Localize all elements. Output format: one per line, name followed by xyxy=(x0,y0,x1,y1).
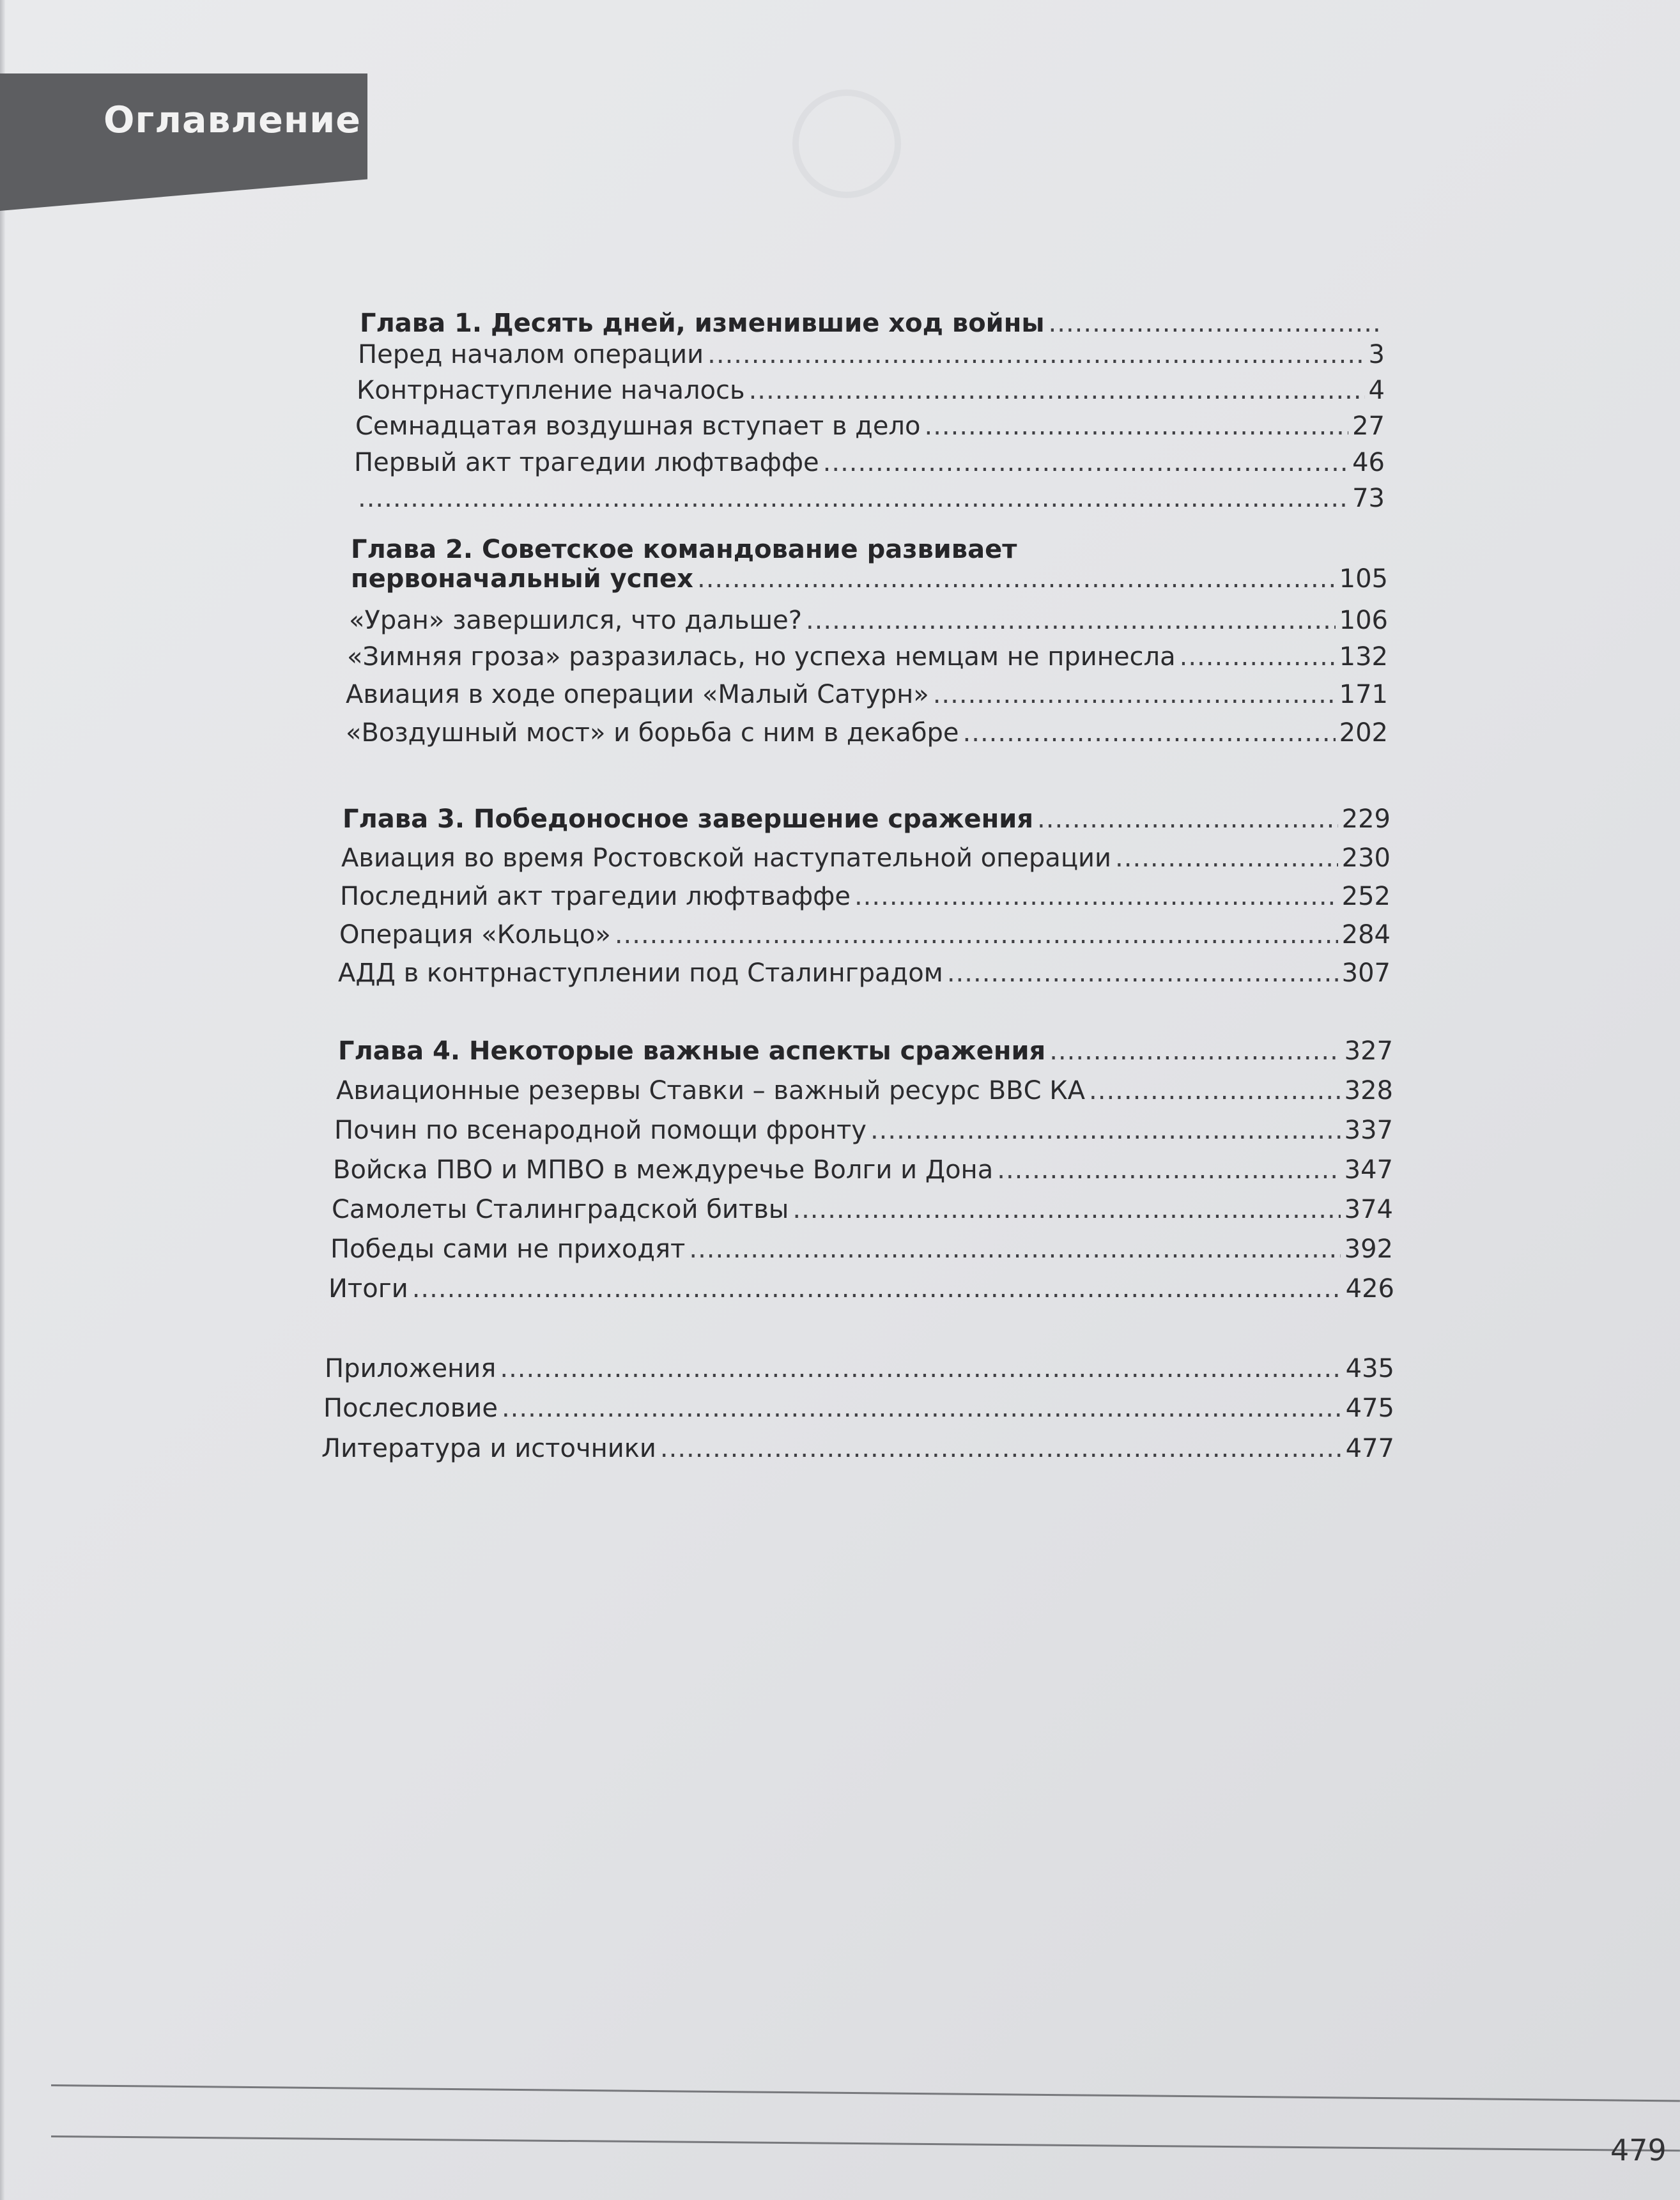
toc-entry[interactable] xyxy=(333,1153,1393,1187)
page-number: 479 xyxy=(1610,2133,1667,2167)
toc-entry-title: Авиационные резервы Ставки – важный ресурс ВВС КА xyxy=(336,1076,1086,1105)
toc-entry-dots-only[interactable] xyxy=(354,482,1385,515)
toc-entry-title: АДД в контрнаступлении под Сталинградом xyxy=(338,958,943,988)
toc-entry-page: 3 xyxy=(1368,340,1385,369)
toc-chapter-2-heading: Глава 2. Советское командование развивает xyxy=(351,535,1017,564)
toc-entry-title: Итоги xyxy=(328,1274,408,1304)
toc-entry-page: 252 xyxy=(1341,882,1391,911)
page-title: Оглавление xyxy=(104,99,361,141)
toc-entry-page: 105 xyxy=(1339,564,1388,594)
toc-entry-page: 284 xyxy=(1341,920,1391,950)
toc-entry-page: 328 xyxy=(1344,1076,1393,1105)
toc-entry[interactable] xyxy=(355,410,1385,443)
toc-entry-page: 337 xyxy=(1344,1116,1393,1145)
toc-entry-title: «Зимняя гроза» разразилась, но успеха немцам не принесла xyxy=(347,642,1176,672)
toc-entry-page: 426 xyxy=(1345,1274,1394,1304)
toc-entry[interactable] xyxy=(354,446,1385,479)
toc-entry-title: Глава 4. Некоторые важные аспекты сражения xyxy=(338,1036,1046,1066)
toc-leader-dots xyxy=(358,482,1348,515)
toc-entry[interactable] xyxy=(357,374,1385,407)
toc-entry[interactable] xyxy=(341,842,1391,875)
toc-leader-dots xyxy=(823,446,1348,479)
toc-entry[interactable] xyxy=(346,716,1388,750)
toc-leader-dots xyxy=(500,1352,1341,1385)
toc-entry[interactable] xyxy=(340,880,1391,913)
toc-leader-dots xyxy=(933,678,1336,711)
toc-entry[interactable] xyxy=(332,1193,1393,1226)
toc-leader-dots xyxy=(924,410,1348,443)
toc-leader-dots xyxy=(502,1392,1342,1425)
toc-entry-page: 171 xyxy=(1339,680,1388,709)
toc-entry-literature[interactable] xyxy=(321,1432,1394,1465)
toc-leader-dots xyxy=(1037,803,1338,836)
toc-leader-dots xyxy=(660,1432,1342,1465)
toc-leader-dots xyxy=(1049,307,1383,340)
toc-leader-dots xyxy=(1180,640,1336,673)
toc-entry-afterword[interactable] xyxy=(323,1392,1394,1425)
toc-leader-dots xyxy=(1115,842,1338,875)
toc-entry-chapter-3[interactable] xyxy=(343,803,1391,836)
toc-entry-title: Авиация в ходе операции «Малый Сатурн» xyxy=(346,680,929,709)
toc-entry-title: Семнадцатая воздушная вступает в дело xyxy=(355,412,921,441)
toc-entry-title: первоначальный успех xyxy=(351,564,693,594)
toc-entry-chapter-1[interactable] xyxy=(360,307,1387,340)
toc-entry-title: Самолеты Сталинградской битвы xyxy=(332,1195,789,1224)
toc-entry-page: 73 xyxy=(1352,484,1385,513)
toc-entry-title: Победы сами не приходят xyxy=(330,1235,686,1264)
toc-entry-page: 475 xyxy=(1345,1394,1394,1423)
toc-leader-dots xyxy=(412,1272,1342,1305)
toc-entry-title: Послесловие xyxy=(323,1394,498,1423)
toc-leader-dots xyxy=(806,604,1336,637)
toc-entry-title: Приложения xyxy=(325,1354,497,1383)
toc-entry[interactable] xyxy=(347,640,1388,673)
toc-entry-page: 477 xyxy=(1345,1434,1394,1463)
toc-entry-title: Почин по всенародной помощи фронту xyxy=(334,1116,867,1145)
toc-entry[interactable] xyxy=(336,1074,1393,1107)
toc-entry-page: 435 xyxy=(1345,1354,1394,1383)
toc-entry-title: Первый акт трагедии люфтваффе xyxy=(354,448,819,477)
toc-leader-dots xyxy=(1049,1035,1340,1068)
toc-entry-title: Операция «Кольцо» xyxy=(339,920,611,950)
toc-entry-title: Глава 1. Десять дней, изменившие ход войны xyxy=(360,309,1045,338)
toc-entry-page: 27 xyxy=(1352,412,1385,441)
toc-entry-title: Литература и источники xyxy=(321,1434,656,1463)
toc-entry-title: Последний акт трагедии люфтваффе xyxy=(340,882,851,911)
toc-leader-dots xyxy=(615,918,1338,951)
toc-entry-page: 392 xyxy=(1344,1235,1393,1264)
toc-leader-dots xyxy=(997,1153,1340,1187)
toc-entry-page: 347 xyxy=(1344,1155,1393,1185)
toc-leader-dots xyxy=(1089,1074,1341,1107)
toc-entry-title: Глава 3. Победоносное завершение сражения xyxy=(343,804,1034,834)
toc-leader-dots xyxy=(870,1114,1341,1147)
toc-entry-page: 106 xyxy=(1339,606,1388,635)
toc-entry-title: «Уран» завершился, что дальше? xyxy=(349,606,802,635)
toc-entry[interactable] xyxy=(346,678,1388,711)
toc-entry-page: 230 xyxy=(1341,843,1391,873)
toc-entry-page: 46 xyxy=(1352,448,1385,477)
toc-entry[interactable] xyxy=(349,604,1388,637)
toc-leader-dots xyxy=(792,1193,1340,1226)
toc-entry-page: 327 xyxy=(1344,1036,1393,1066)
toc-entry-page: 202 xyxy=(1339,718,1388,748)
toc-leader-dots xyxy=(963,716,1336,750)
toc-leader-dots xyxy=(749,374,1365,407)
toc-entry[interactable] xyxy=(330,1233,1393,1266)
toc-leader-dots xyxy=(697,562,1336,596)
toc-entry-page: 307 xyxy=(1341,958,1391,988)
toc-entry-page: 229 xyxy=(1341,804,1391,834)
toc-leader-dots xyxy=(947,957,1338,990)
toc-entry-page: 132 xyxy=(1339,642,1388,672)
toc-entry[interactable] xyxy=(328,1272,1394,1305)
toc-entry-page: 374 xyxy=(1344,1195,1393,1224)
toc-entry[interactable] xyxy=(334,1114,1393,1147)
toc-entry-page: 4 xyxy=(1368,376,1385,405)
toc-leader-dots xyxy=(707,338,1364,371)
toc-entry-title: «Воздушный мост» и борьба с ним в декабре xyxy=(346,718,959,748)
toc-entry[interactable] xyxy=(338,957,1391,990)
toc-entry-chapter-4[interactable] xyxy=(338,1035,1393,1068)
toc-entry-appendix[interactable] xyxy=(325,1352,1394,1385)
toc-leader-dots xyxy=(854,880,1338,913)
toc-entry[interactable] xyxy=(358,338,1385,371)
toc-entry[interactable] xyxy=(339,918,1391,951)
toc-entry-title: Войска ПВО и МПВО в междуречье Волги и Дона xyxy=(333,1155,994,1185)
toc-entry-title: Авиация во время Ростовской наступательной операции xyxy=(341,843,1112,873)
toc-entry-title: Перед началом операции xyxy=(358,340,704,369)
toc-entry-chapter-2[interactable] xyxy=(351,562,1388,596)
toc-leader-dots xyxy=(689,1233,1340,1266)
toc-entry-title: Контрнаступление началось xyxy=(357,376,745,405)
